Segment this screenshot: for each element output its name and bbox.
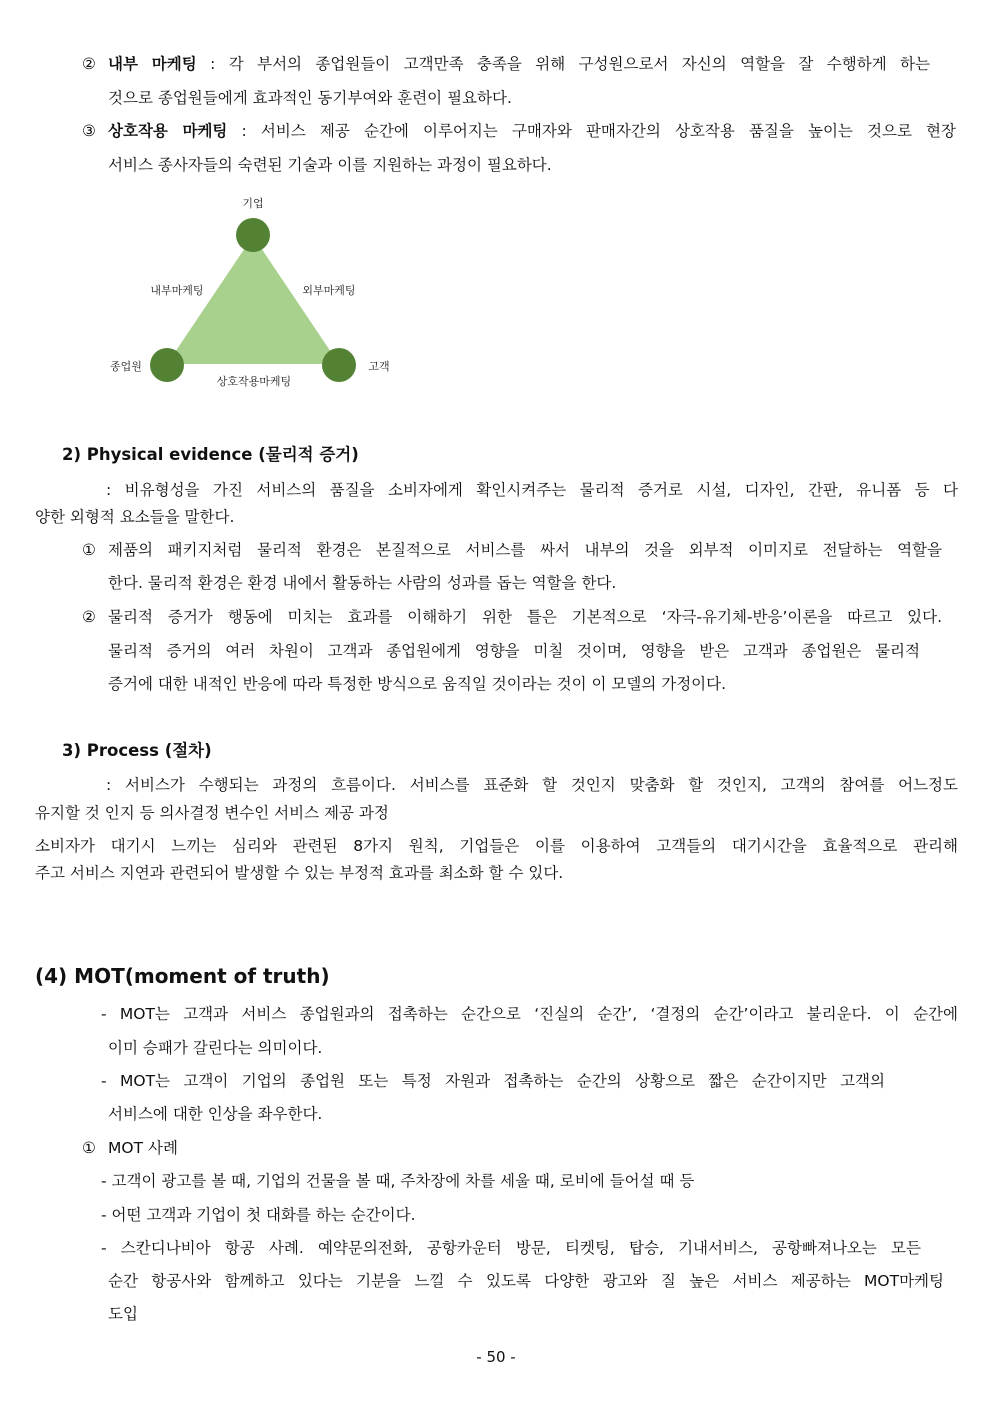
process-line1: : 서비스가 수행되는 과정의 흐름이다. 서비스를 표준화 할 것인지 맞춤화 할 것인지, 고객의 참여를 어느정도 [106,776,958,794]
mot-definition2-line2: 서비스에 대한 인상을 좌우한다. [108,1105,323,1123]
physical-evidence-heading: 2) Physical evidence (물리적 증거) [62,445,359,464]
mot-case-title: MOT 사례 [108,1139,178,1157]
physical-item2-number: ② [82,608,96,626]
mot-definition1-line1: - MOT는 고객과 서비스 종업원과의 접촉하는 순간으로 ‘진실의 순간’, ‘결정의 순간’이라고 불리운다. 이 순간에 [101,1005,958,1023]
node-employee [150,348,184,382]
mot-heading: (4) MOT(moment of truth) [35,964,330,988]
service-marketing-triangle-diagram [90,188,410,398]
process-heading: 3) Process (절차) [62,741,212,760]
label-customer: 고객 [368,360,390,373]
label-interaction-marketing: 상호작용마케팅 [216,375,292,388]
physical-evidence-intro-line2: 양한 외형적 요소들을 말한다. [35,508,235,526]
interactive-marketing-line2: 서비스 종사자들의 숙련된 기술과 이를 지원하는 과정이 필요하다. [108,156,552,174]
physical-item1-number: ① [82,541,96,559]
label-employee: 종업원 [110,360,142,373]
interactive-marketing-desc: : 서비스 제공 순간에 이루어지는 구매자와 판매자간의 상호작용 품질을 높이는 것으로 현장 [227,122,956,140]
mot-case-item1: - 고객이 광고를 볼 때, 기업의 건물을 볼 때, 주차장에 차를 세울 때, 로비에 들어설 때 등 [101,1172,695,1190]
label-company: 기업 [242,197,264,210]
node-customer [322,348,356,382]
physical-item1-line1: 제품의 패키지처럼 물리적 환경은 본질적으로 서비스를 싸서 내부의 것을 외부적 이미지로 전달하는 역할을 [108,541,942,559]
internal-marketing-line2: 것으로 종업원들에게 효과적인 동기부여와 훈련이 필요하다. [108,89,512,107]
interactive-marketing-title: 상호작용 마케팅 [108,122,228,140]
mot-case-item3-line1: - 스칸디나비아 항공 사례. 예약문의전화, 공항카운터 방문, 티켓팅, 탑승, 기내서비스, 공항빠져나오는 모든 [101,1239,921,1257]
interactive-marketing-number: ③ [82,122,96,140]
interactive-marketing-line1 [108,120,956,142]
physical-item2-line3: 증거에 대한 내적인 반응에 따라 특정한 방식으로 움직일 것이라는 것이 이 모델의 가정이다. [108,675,727,693]
label-external-marketing: 외부마케팅 [302,284,356,297]
process-line2: 유지할 것 인지 등 의사결정 변수인 서비스 제공 과정 [35,804,389,822]
process-line4: 주고 서비스 지연과 관련되어 발생할 수 있는 부정적 효과를 최소화 할 수 있다. [35,864,564,882]
physical-item2-line2: 물리적 증거의 여러 차원이 고객과 종업원에게 영향을 미칠 것이며, 영향을 받은 고객과 종업원은 물리적 [108,642,920,660]
internal-marketing-number: ② [82,55,96,73]
node-company [236,218,270,252]
label-internal-marketing: 내부마케팅 [150,284,204,297]
physical-item2-line1: 물리적 증거가 행동에 미치는 효과를 이해하기 위한 틀은 기본적으로 ‘자극-유기체-반응’이론을 따르고 있다. [108,608,942,626]
internal-marketing-desc: : 각 부서의 종업원들이 고객만족 충족을 위해 구성원으로서 자신의 역할을 잘 수행하게 하는 [196,55,931,73]
mot-definition2-line1: - MOT는 고객이 기업의 종업원 또는 특정 자원과 접촉하는 순간의 상황으로 짧은 순간이지만 고객의 [101,1072,885,1090]
internal-marketing-title: 내부 마케팅 [108,55,197,73]
mot-case-number: ① [82,1139,96,1157]
mot-case-item3-line3: 도입 [108,1305,138,1323]
mot-case-item2: - 어떤 고객과 기업이 첫 대화를 하는 순간이다. [101,1206,416,1224]
process-line3: 소비자가 대기시 느끼는 심리와 관련된 8가지 원칙, 기업들은 이를 이용하여 고객들의 대기시간을 효율적으로 관리해 [35,837,958,855]
internal-marketing-line1 [108,53,930,75]
mot-definition1-line2: 이미 승패가 갈린다는 의미이다. [108,1039,323,1057]
triangle-shape [167,236,339,364]
physical-item1-line2: 한다. 물리적 환경은 환경 내에서 활동하는 사람의 성과를 돕는 역할을 한다. [108,574,617,592]
physical-evidence-intro-line1: : 비유형성을 가진 서비스의 품질을 소비자에게 확인시켜주는 물리적 증거로 시설, 디자인, 간판, 유니폼 등 다 [106,481,958,499]
mot-case-item3-line2: 순간 항공사와 함께하고 있다는 기분을 느낄 수 있도록 다양한 광고와 질 높은 서비스 제공하는 MOT마케팅 [108,1272,944,1290]
page-number: - 50 - [476,1348,516,1366]
